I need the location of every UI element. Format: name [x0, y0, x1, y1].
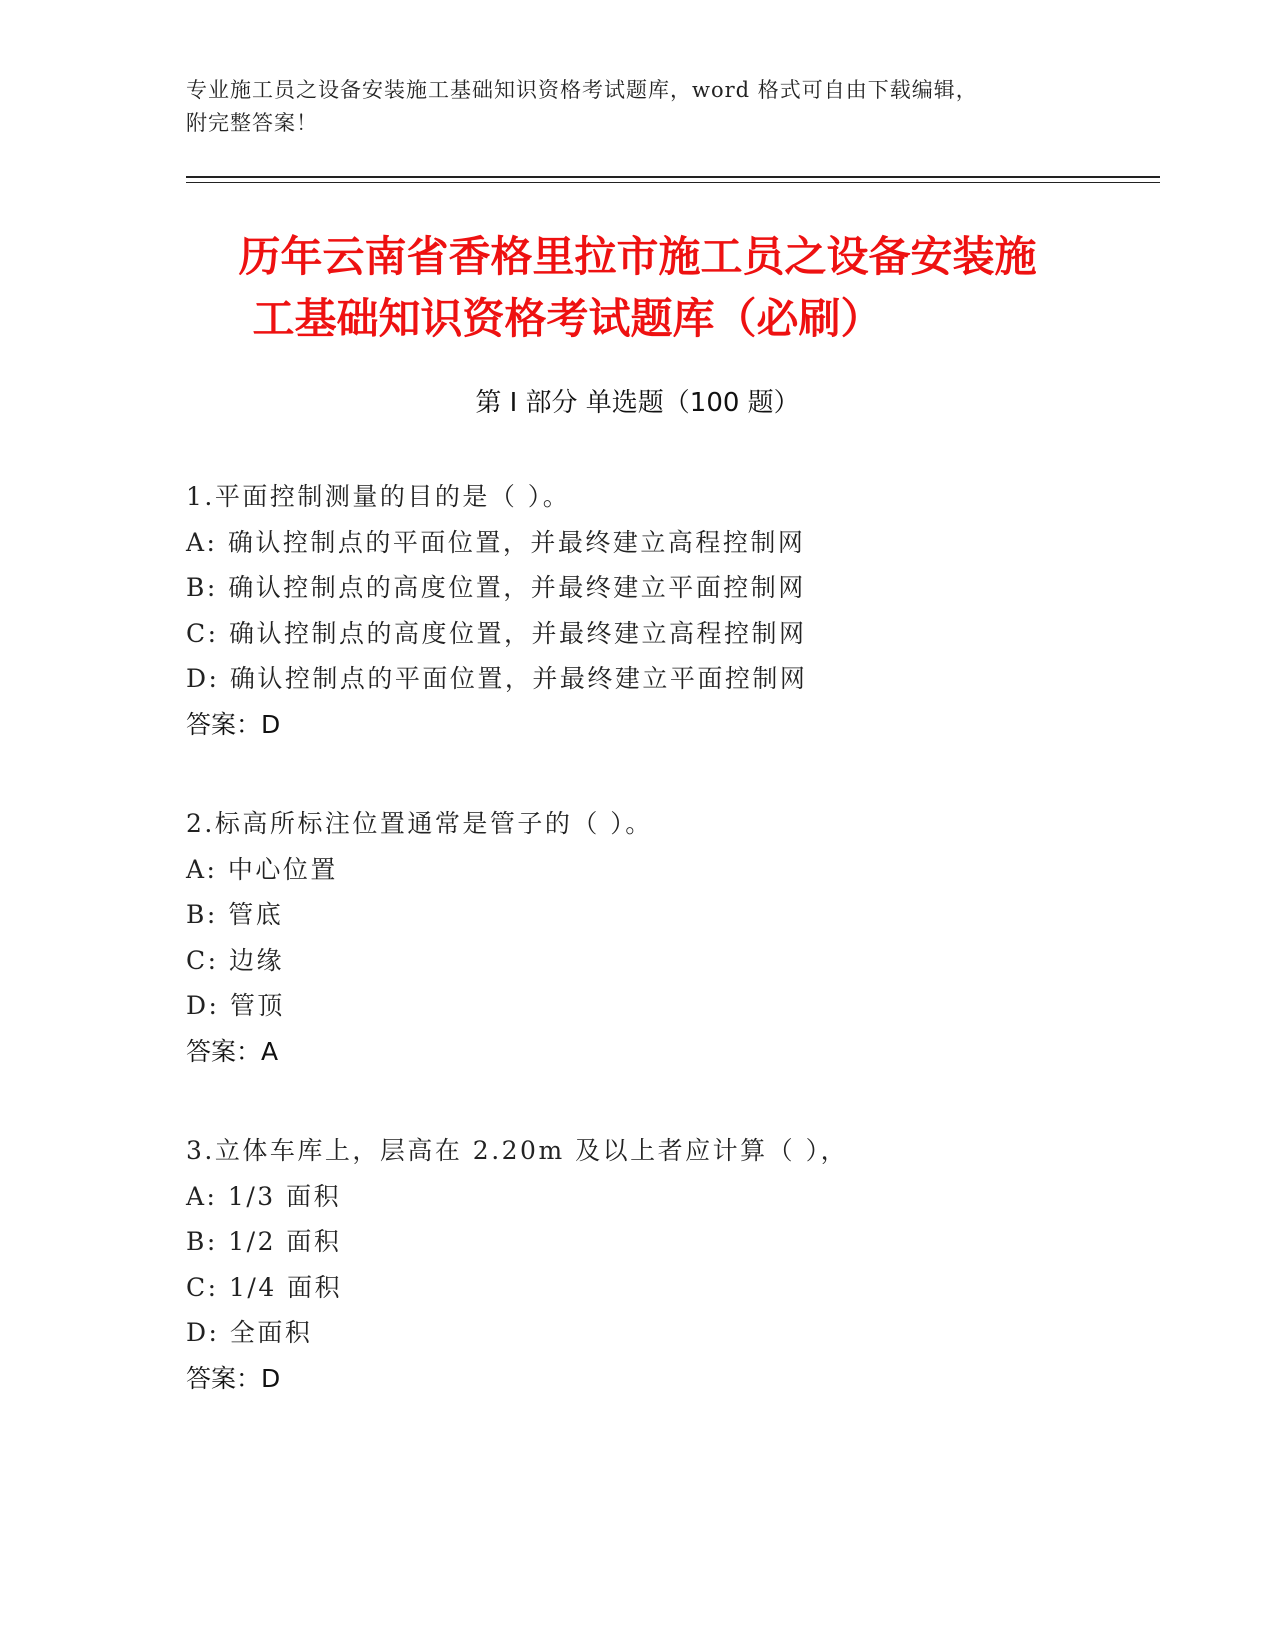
question-item	[186, 474, 1086, 747]
question-stem: 1.平面控制测量的目的是（ ）。	[186, 482, 571, 511]
option-b: B: 确认控制点的高度位置，并最终建立平面控制网	[186, 573, 806, 602]
header-divider-thin	[186, 182, 1160, 183]
option-c: C: 边缘	[186, 945, 284, 975]
answer-line: 答案：A	[186, 1036, 279, 1066]
question-stem: 3.立体车库上，层高在 2.20m 及以上者应计算（ ），	[186, 1136, 849, 1165]
option-a: A: 中心位置	[186, 854, 338, 884]
header-note-line-2: 附完整答案！	[186, 111, 318, 135]
option-c: C: 确认控制点的高度位置，并最终建立高程控制网	[186, 618, 807, 648]
option-a: A: 1/3 面积	[186, 1181, 342, 1211]
option-d: D: 管顶	[186, 991, 285, 1020]
option-b: B: 1/2 面积	[186, 1227, 342, 1256]
question-item	[186, 1128, 1086, 1401]
question-list	[186, 474, 1086, 1455]
option-b: B: 管底	[186, 900, 284, 929]
section-title: 第 I 部分 单选题（100 题）	[475, 388, 800, 418]
question-item	[186, 801, 1086, 1074]
option-d: D: 确认控制点的平面位置，并最终建立平面控制网	[186, 664, 808, 693]
header-note	[186, 74, 1086, 140]
option-c: C: 1/4 面积	[186, 1272, 343, 1302]
document-title-line-1: 历年云南省香格里拉市施工员之设备安装施	[238, 232, 1037, 281]
answer-line: 答案：D	[186, 1363, 281, 1393]
header-divider-thick	[186, 176, 1160, 178]
option-a: A: 确认控制点的平面位置，并最终建立高程控制网	[186, 527, 806, 557]
option-d: D: 全面积	[186, 1318, 313, 1347]
question-stem: 2.标高所标注位置通常是管子的（ ）。	[186, 809, 653, 838]
header-note-line-1: 专业施工员之设备安装施工基础知识资格考试题库，word 格式可自由下载编辑，	[186, 78, 978, 102]
document-title-line-2: 工基础知识资格考试题库（必刷）	[252, 294, 883, 343]
document-title	[0, 226, 1275, 350]
answer-line: 答案：D	[186, 709, 281, 739]
